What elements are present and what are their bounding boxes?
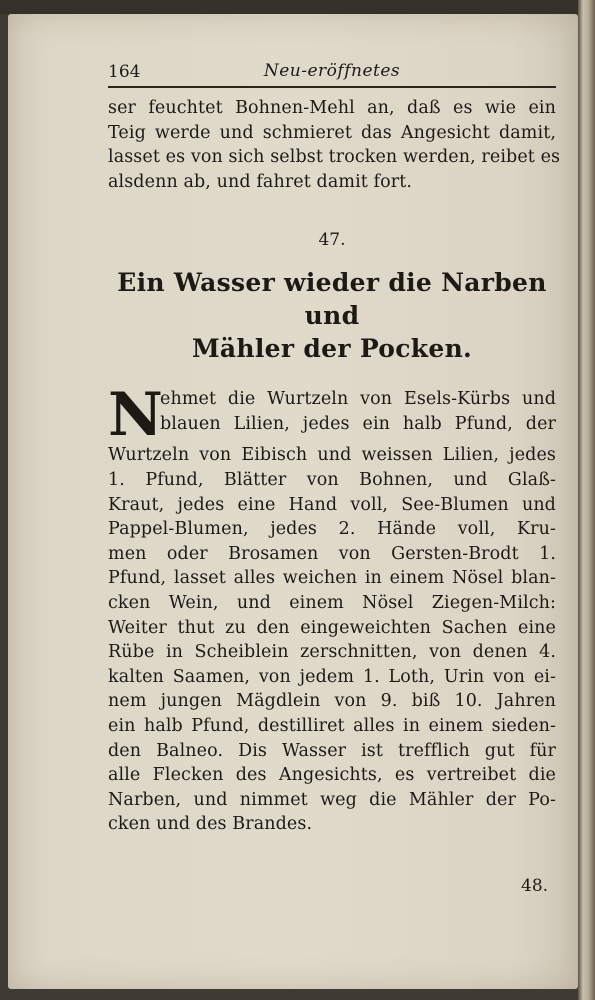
page-number: 164 (108, 62, 141, 82)
text-line: alle Flecken des Angesichts, es vertreibet die (108, 765, 556, 786)
text-line: cken und des Brandes. (108, 814, 313, 835)
section-number: 47. (318, 230, 346, 251)
scan-top-border (0, 0, 595, 14)
text-line: ehmet die Wurtzeln von Esels-Kürbs und (160, 389, 556, 410)
text-line: ein halb Pfund, destilliret alles in einem sieden- (108, 715, 556, 736)
drop-capital: N (108, 380, 163, 451)
book-edge (578, 0, 595, 1000)
title-line: Mähler der Pocken. (191, 334, 473, 364)
catchword: 48. (521, 876, 549, 896)
text-line: ser feuchtet Bohnen-Mehl an, daß es wie ein (108, 98, 556, 118)
text-line: Rübe in Scheiblein zerschnitten, von denen 4. (108, 642, 556, 663)
text-line: nem jungen Mägdlein von 9. biß 10. Jahren (108, 691, 556, 712)
text-line: lasset es von sich selbst trocken werden, reibet es (108, 147, 561, 168)
text-line: den Balneo. Dis Wasser ist trefflich gut für (108, 740, 556, 761)
text-line: Kraut, jedes eine Hand voll, See-Blumen und (108, 494, 556, 515)
text-line: Narben, und nimmet weg die Mähler der Po- (108, 789, 556, 810)
text-line: kalten Saamen, von jedem 1. Loth, Urin von ei- (108, 666, 556, 687)
text-line: cken Wein, und einem Nösel Ziegen-Milch: (108, 592, 556, 613)
continued-paragraph (108, 96, 561, 194)
text-line: blauen Lilien, jedes ein halb Pfund, der (160, 413, 556, 434)
page-header (108, 58, 556, 88)
section-title (108, 266, 556, 365)
text-line: Teig werde und schmieret das Angesicht damit, (108, 122, 556, 143)
text-line: Pfund, lasset alles weichen in einem Nösel blan- (108, 568, 556, 589)
text-line: 1. Pfund, Blätter von Bohnen, und Glaß- (108, 469, 556, 490)
text-line: Wurtzeln von Eibisch und weissen Lilien, jedes (108, 445, 556, 466)
recipe-paragraph (108, 380, 556, 837)
text-line: Pappel-Blumen, jedes 2. Hände voll, Kru- (108, 519, 556, 540)
text-line: Weiter thut zu den eingeweichten Sachen eine (108, 617, 556, 638)
text-line: alsdenn ab, und fahret damit fort. (108, 171, 413, 192)
running-head: Neu-eröffnetes (263, 61, 401, 81)
page-content (108, 58, 561, 837)
title-line: Ein Wasser wieder die Narben und (117, 268, 547, 331)
text-line: men oder Brosamen von Gersten-Brodt 1. (108, 543, 556, 564)
